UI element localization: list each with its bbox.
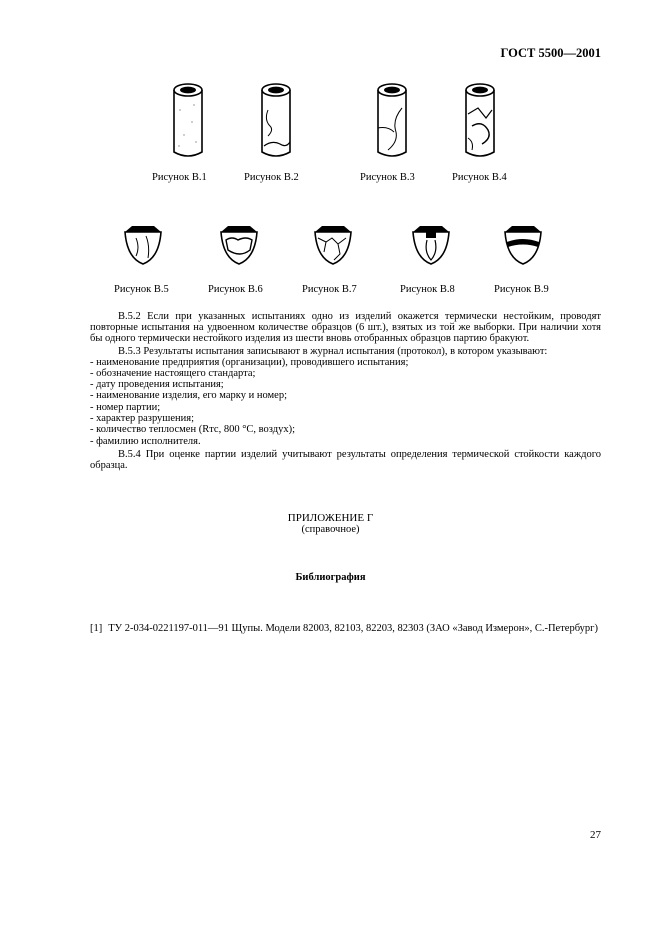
figure-b3 [374,80,410,162]
figure-caption: Рисунок В.5 [114,284,169,295]
figure-b2 [258,80,294,162]
figure-caption: Рисунок В.6 [208,284,263,295]
list-item: - номер партии; [90,402,161,413]
figure-b9 [502,222,544,268]
figure-caption: Рисунок В.2 [244,172,299,183]
list-item: - количество теплосмен (Rтс, 800 °С, воздух); [90,424,296,435]
figure-b8 [410,222,452,268]
figure-b1 [170,80,206,160]
page-number: 27 [590,829,601,841]
list-item: - дату проведения испытания; [90,379,224,390]
figure-caption: Рисунок В.7 [302,284,357,295]
bibliography-entry-number: [1] [90,623,103,634]
appendix-subtitle: (справочное) [301,524,360,535]
figure-b5 [122,222,164,268]
bibliography-heading: Библиография [295,572,366,583]
bibliography-entry [90,623,601,634]
figure-caption: Рисунок В.8 [400,284,455,295]
figure-b7 [312,222,354,268]
paragraph-b52: В.5.2 Если при указанных испытаниях одно из изделий окажется термически нестойким, проводят повторные испытания на удвоенном количестве образцов (6 шт.), взятых из той же выборки. При наличии хотя бы одного термически нестойкого изделия из шести вновь отобранных образцов партию бракуют. [90,311,601,345]
list-item: - наименование изделия, его марку и номер; [90,390,287,401]
figure-caption: Рисунок В.1 [152,172,207,183]
paragraph-b54: В.5.4 При оценке партии изделий учитывают результаты определения термической стойкости каждого образца. [90,449,601,472]
figure-caption: Рисунок В.4 [452,172,507,183]
figure-caption: Рисунок В.3 [360,172,415,183]
list-item: - обозначение настоящего стандарта; [90,368,256,379]
list-item: - характер разрушения; [90,413,195,424]
figure-b4 [462,80,498,162]
appendix-title: ПРИЛОЖЕНИЕ Г [287,512,374,524]
document-standard-header: ГОСТ 5500—2001 [500,46,601,60]
figure-caption: Рисунок В.9 [494,284,549,295]
paragraph-b53: В.5.3 Результаты испытания записывают в журнал испытания (протокол), в котором указывают: [118,346,548,357]
bibliography-entry-text: ТУ 2-034-0221197-011—91 Щупы. Модели 82003, 82103, 82203, 82303 (ЗАО «Завод Измерон», С.-Петербург) [108,623,598,634]
list-item: - наименование предприятия (организации), проводившего испытания; [90,357,409,368]
figure-b6 [218,222,260,268]
list-item: - фамилию исполнителя. [90,436,201,447]
